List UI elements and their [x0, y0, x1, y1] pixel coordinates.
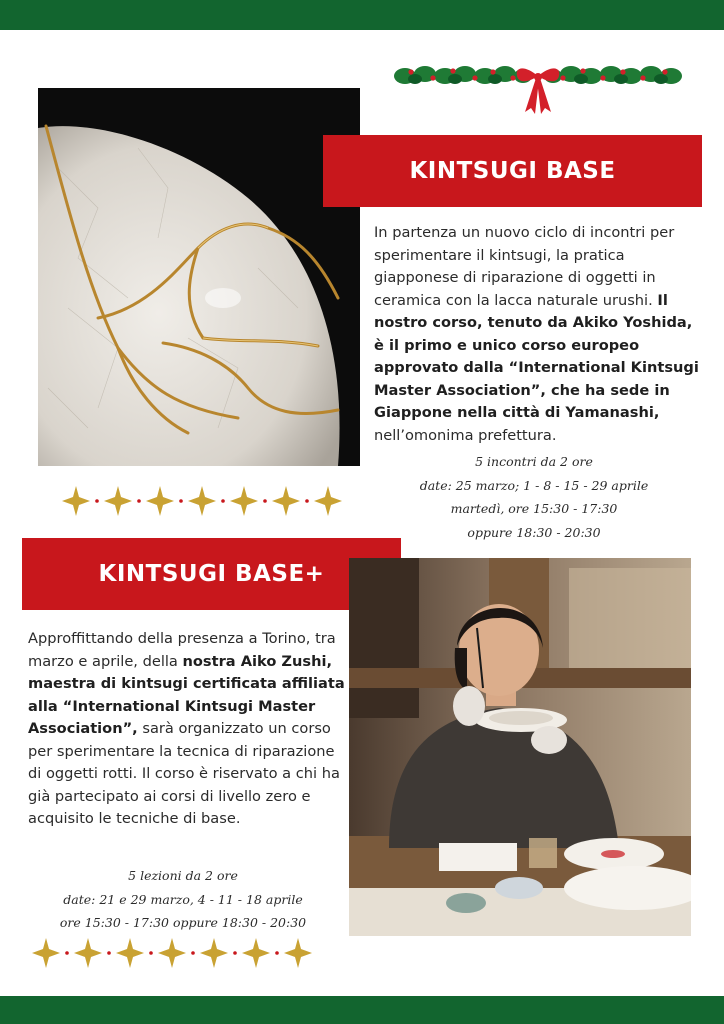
- schedule-line: oppure 18:30 - 20:30: [467, 524, 601, 540]
- schedule-line: ore 15:30 - 17:30 oppure 18:30 - 20:30: [59, 915, 307, 930]
- schedule-line: 5 lezioni da 2 ore: [128, 868, 238, 883]
- section2-bold-text: nostra Aiko Zushi, maestra di kintsugi certificata affiliata alla “International Kintsugi Master Association”,: [28, 652, 345, 737]
- instructor-photo: [349, 558, 691, 936]
- section2-outro-text: sarà organizzato un corso per sperimentare la tecnica di riparazione di oggetti rotti. Il corso è riservato a chi ha già partecipato ai corsi di livello zero e acquisito le tecniche di base.: [28, 720, 340, 827]
- kintsugi-bowl-photo: [38, 88, 360, 466]
- section-title-kintsugi-base-plus: [22, 538, 401, 610]
- section1-description: [374, 222, 704, 447]
- schedule-line: date: 25 marzo; 1 - 8 - 15 - 29 aprile: [419, 477, 649, 493]
- section2-intro-text: Approffittando della presenza a Torino, tra marzo e aprile, della: [28, 630, 336, 670]
- section1-outro-text: nell’omonima prefettura.: [374, 426, 557, 444]
- top-green-band: [0, 0, 724, 30]
- schedule-line: martedì, ore 15:30 - 17:30: [450, 501, 618, 516]
- schedule-line: 5 incontri da 2 ore: [475, 454, 593, 469]
- section1-bold-text: Il nostro corso, tenuto da Akiko Yoshida, è il primo e unico corso europeo approvato dalla “International Kintsugi Master Association”, che ha sede in Giappone nella città di Yamanashi,: [374, 291, 699, 421]
- gold-star-divider: [26, 936, 322, 970]
- christmas-garland-decoration: [393, 62, 683, 116]
- section-title-text: KINTSUGI BASE: [409, 158, 616, 184]
- section1-schedule: [374, 450, 694, 544]
- section-title-kintsugi-base: [323, 135, 702, 207]
- bottom-green-band: [0, 996, 724, 1024]
- gold-star-divider: [56, 484, 352, 518]
- section-title-text: KINTSUGI BASE+: [98, 561, 325, 587]
- section2-description: [28, 628, 348, 831]
- section1-intro-text: In partenza un nuovo ciclo di incontri per sperimentare il kintsugi, la pratica giapponese di riparazione di oggetti in ceramica con la lacca naturale urushi.: [374, 224, 675, 309]
- schedule-line: date: 21 e 29 marzo, 4 - 11 - 18 aprile: [63, 891, 303, 907]
- section2-schedule: [22, 864, 344, 935]
